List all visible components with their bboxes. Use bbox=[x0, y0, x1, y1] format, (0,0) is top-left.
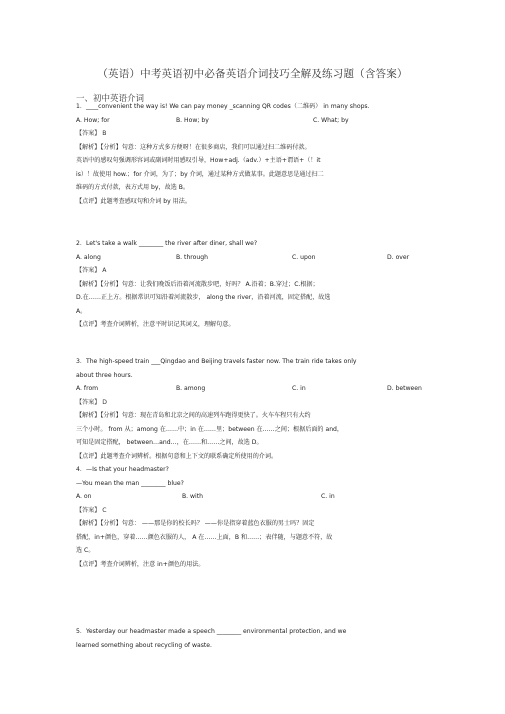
analysis-line: 搭配，in+颜色，穿着……颜色衣服的人， A 在……上面，B 和……；表伴随，与题意不符，故 bbox=[76, 533, 333, 541]
option-c: C. upon bbox=[292, 253, 316, 261]
option-d: D. over bbox=[387, 253, 410, 261]
option-c: C. in bbox=[292, 385, 306, 392]
comment: 【点评】此题考查感叹句和介词 by 用法。 bbox=[76, 197, 191, 205]
question-stem: 4．—Is that your headmaster? bbox=[76, 466, 169, 473]
question-stem: about three hours. bbox=[76, 371, 133, 379]
question-stem: 5．Yesterday our headmaster made a speech ________ environmental protection, and we bbox=[76, 628, 347, 635]
question-4 bbox=[76, 463, 432, 571]
question-stem: —You mean the man ________ blue? bbox=[76, 479, 184, 487]
option-b: B. among bbox=[176, 385, 206, 392]
analysis-line: 【解析】【分析】句意：现在青岛和北京之间的高速列车跑得更快了。火车车程只有大约 bbox=[76, 412, 311, 419]
analysis-line: 【解析】【分析】句意： ——那是你的校长吗？ ——你是指穿着蓝色衣服的男士吗？固定 bbox=[76, 520, 315, 527]
option-c: C. What; by bbox=[313, 116, 349, 124]
question-1 bbox=[76, 100, 432, 208]
question-5 bbox=[76, 625, 432, 652]
question-3 bbox=[76, 355, 432, 463]
options-row bbox=[76, 382, 432, 396]
question-stem: learned something about recycling of waste. bbox=[76, 641, 212, 649]
option-b: B. How; by bbox=[176, 116, 209, 124]
answer: 【答案】 C bbox=[76, 506, 107, 514]
option-b: B. through bbox=[176, 253, 208, 261]
option-a: A. from bbox=[76, 385, 99, 392]
comment: 【点评】此题考查介词辨析。根据句意和上下文的联系确定所使用的介词。 bbox=[76, 452, 278, 460]
option-c: C. in bbox=[321, 493, 335, 500]
question-stem: 3．The high-speed train ___Qingdao and Beijing travels faster now. The train ride takes only bbox=[76, 358, 357, 365]
question-2 bbox=[76, 237, 432, 332]
analysis-line: D.在……正上方。根据常识可知沿着河流散步， along the river，沿着河流，固定搭配，故选 bbox=[76, 294, 331, 301]
answer: 【答案】 B bbox=[76, 130, 107, 137]
analysis-line: 可知是固定搭配， between…and…，在……和……之间，故选 D。 bbox=[76, 439, 263, 446]
options-row bbox=[76, 251, 432, 265]
question-stem: 1．____convenient the way is! We can pay money _scanning QR codes（二维码） in many shops. bbox=[76, 103, 370, 110]
analysis-line: is）！故使用 how.；for 介词，为了；by 介词，通过某种方式做某事。此题意思是通过扫二 bbox=[76, 170, 324, 178]
analysis-line: 【解析】【分析】句意：让我们晚饭后沿着河流散步吧，好吗？ A.沿着；B.穿过；C.根据； bbox=[76, 280, 319, 288]
analysis-line: 三个小时。 from 从；among 在……中；in 在……里；between 在……之间；根据后面的 and， bbox=[76, 425, 344, 433]
option-d: D. between bbox=[387, 385, 422, 392]
analysis-line: 维码的方式付款，表方式用 by，故选 B。 bbox=[76, 184, 190, 191]
options-row bbox=[76, 490, 432, 504]
analysis-line: A。 bbox=[76, 307, 87, 315]
analysis-line: 英语中的感叹句强调形容词或副词时用感叹引导，How+adj.（adv.）+主语+谓语+（！it bbox=[76, 157, 321, 164]
option-a: A. How; for bbox=[76, 116, 110, 124]
options-row bbox=[76, 114, 432, 128]
analysis-line: 选 C。 bbox=[76, 547, 95, 554]
answer: 【答案】 D bbox=[76, 398, 108, 406]
page-title: （英语）中考英语初中必备英语介词技巧全解及练习题（含答案） bbox=[97, 68, 408, 80]
question-stem: 2．Let's take a walk ________ the river after diner, shall we? bbox=[76, 240, 258, 247]
comment: 【点评】考查介词辨析，注意 in+颜色的用法。 bbox=[76, 560, 205, 568]
answer: 【答案】 A bbox=[76, 267, 107, 274]
option-a: A. along bbox=[76, 253, 101, 261]
analysis-line: 【解析】【分析】句意：这种方式多方便呀！在很多商店，我们可以通过扫二维码付款。 bbox=[76, 143, 311, 151]
option-b: B. with bbox=[182, 493, 203, 500]
option-a: A. on bbox=[76, 493, 92, 500]
comment: 【点评】考查介词辨析，注意平时识记其词义，理解句意。 bbox=[76, 321, 235, 328]
section-heading: 一、初中英语介词 bbox=[76, 94, 145, 104]
